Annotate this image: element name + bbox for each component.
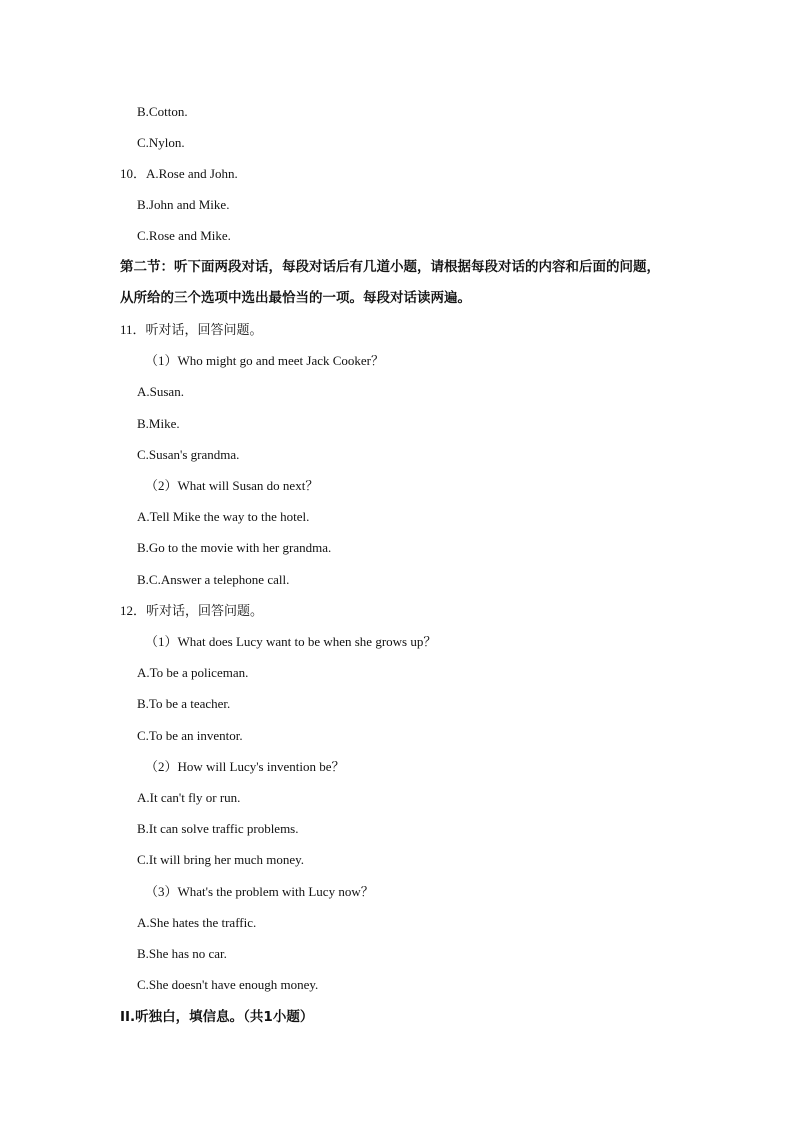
question-11-1-option-a: A.Susan.: [137, 384, 184, 399]
section-2-heading-line-2: 从所给的三个选项中选出最恰当的一项。每段对话读两遍。: [120, 290, 471, 306]
question-11-1-option-b: B.Mike.: [137, 416, 180, 431]
question-12-2-option-c: C.It will bring her much money.: [137, 852, 305, 867]
question-12-3-option-a: A.She hates the traffic.: [137, 915, 257, 930]
question-12-sub-3: （3）What's the problem with Lucy now？: [145, 884, 374, 899]
option-b-cotton: B.Cotton.: [137, 104, 188, 119]
question-12-3-option-b: B.She has no car.: [137, 946, 227, 961]
question-10-option-c: C.Rose and Mike.: [137, 228, 231, 243]
question-12-sub-2: （2）How will Lucy's invention be？: [145, 759, 345, 774]
question-12-sub-1: （1）What does Lucy want to be when she grows up？: [145, 634, 437, 649]
section-ii-heading: II.听独白，填信息。（共1小题）: [120, 1009, 314, 1025]
question-12-2-option-b: B.It can solve traffic problems.: [137, 821, 299, 836]
question-11-2-option-b: B.Go to the movie with her grandma.: [137, 540, 332, 555]
question-12-1-option-a: A.To be a policeman.: [137, 665, 249, 680]
question-11-title: 11．听对话，回答问题。: [120, 322, 263, 337]
section-2-heading-line-1: 第二节：听下面两段对话，每段对话后有几道小题，请根据每段对话的内容和后面的问题，: [120, 259, 660, 275]
question-12-2-option-a: A.It can't fly or run.: [137, 790, 241, 805]
question-11-sub-2: （2）What will Susan do next？: [145, 478, 319, 493]
question-12-title: 12．听对话，回答问题。: [120, 603, 264, 618]
question-10-option-b: B.John and Mike.: [137, 197, 230, 212]
question-12-1-option-b: B.To be a teacher.: [137, 696, 231, 711]
question-11-sub-1: （1）Who might go and meet Jack Cooker？: [145, 353, 385, 368]
question-10-option-a: 10．A.Rose and John.: [120, 166, 238, 181]
option-c-nylon: C.Nylon.: [137, 135, 185, 150]
question-11-2-option-c: B.C.Answer a telephone call.: [137, 572, 290, 587]
question-11-1-option-c: C.Susan's grandma.: [137, 447, 240, 462]
question-11-2-option-a: A.Tell Mike the way to the hotel.: [137, 509, 310, 524]
question-12-1-option-c: C.To be an inventor.: [137, 728, 243, 743]
question-12-3-option-c: C.She doesn't have enough money.: [137, 977, 319, 992]
